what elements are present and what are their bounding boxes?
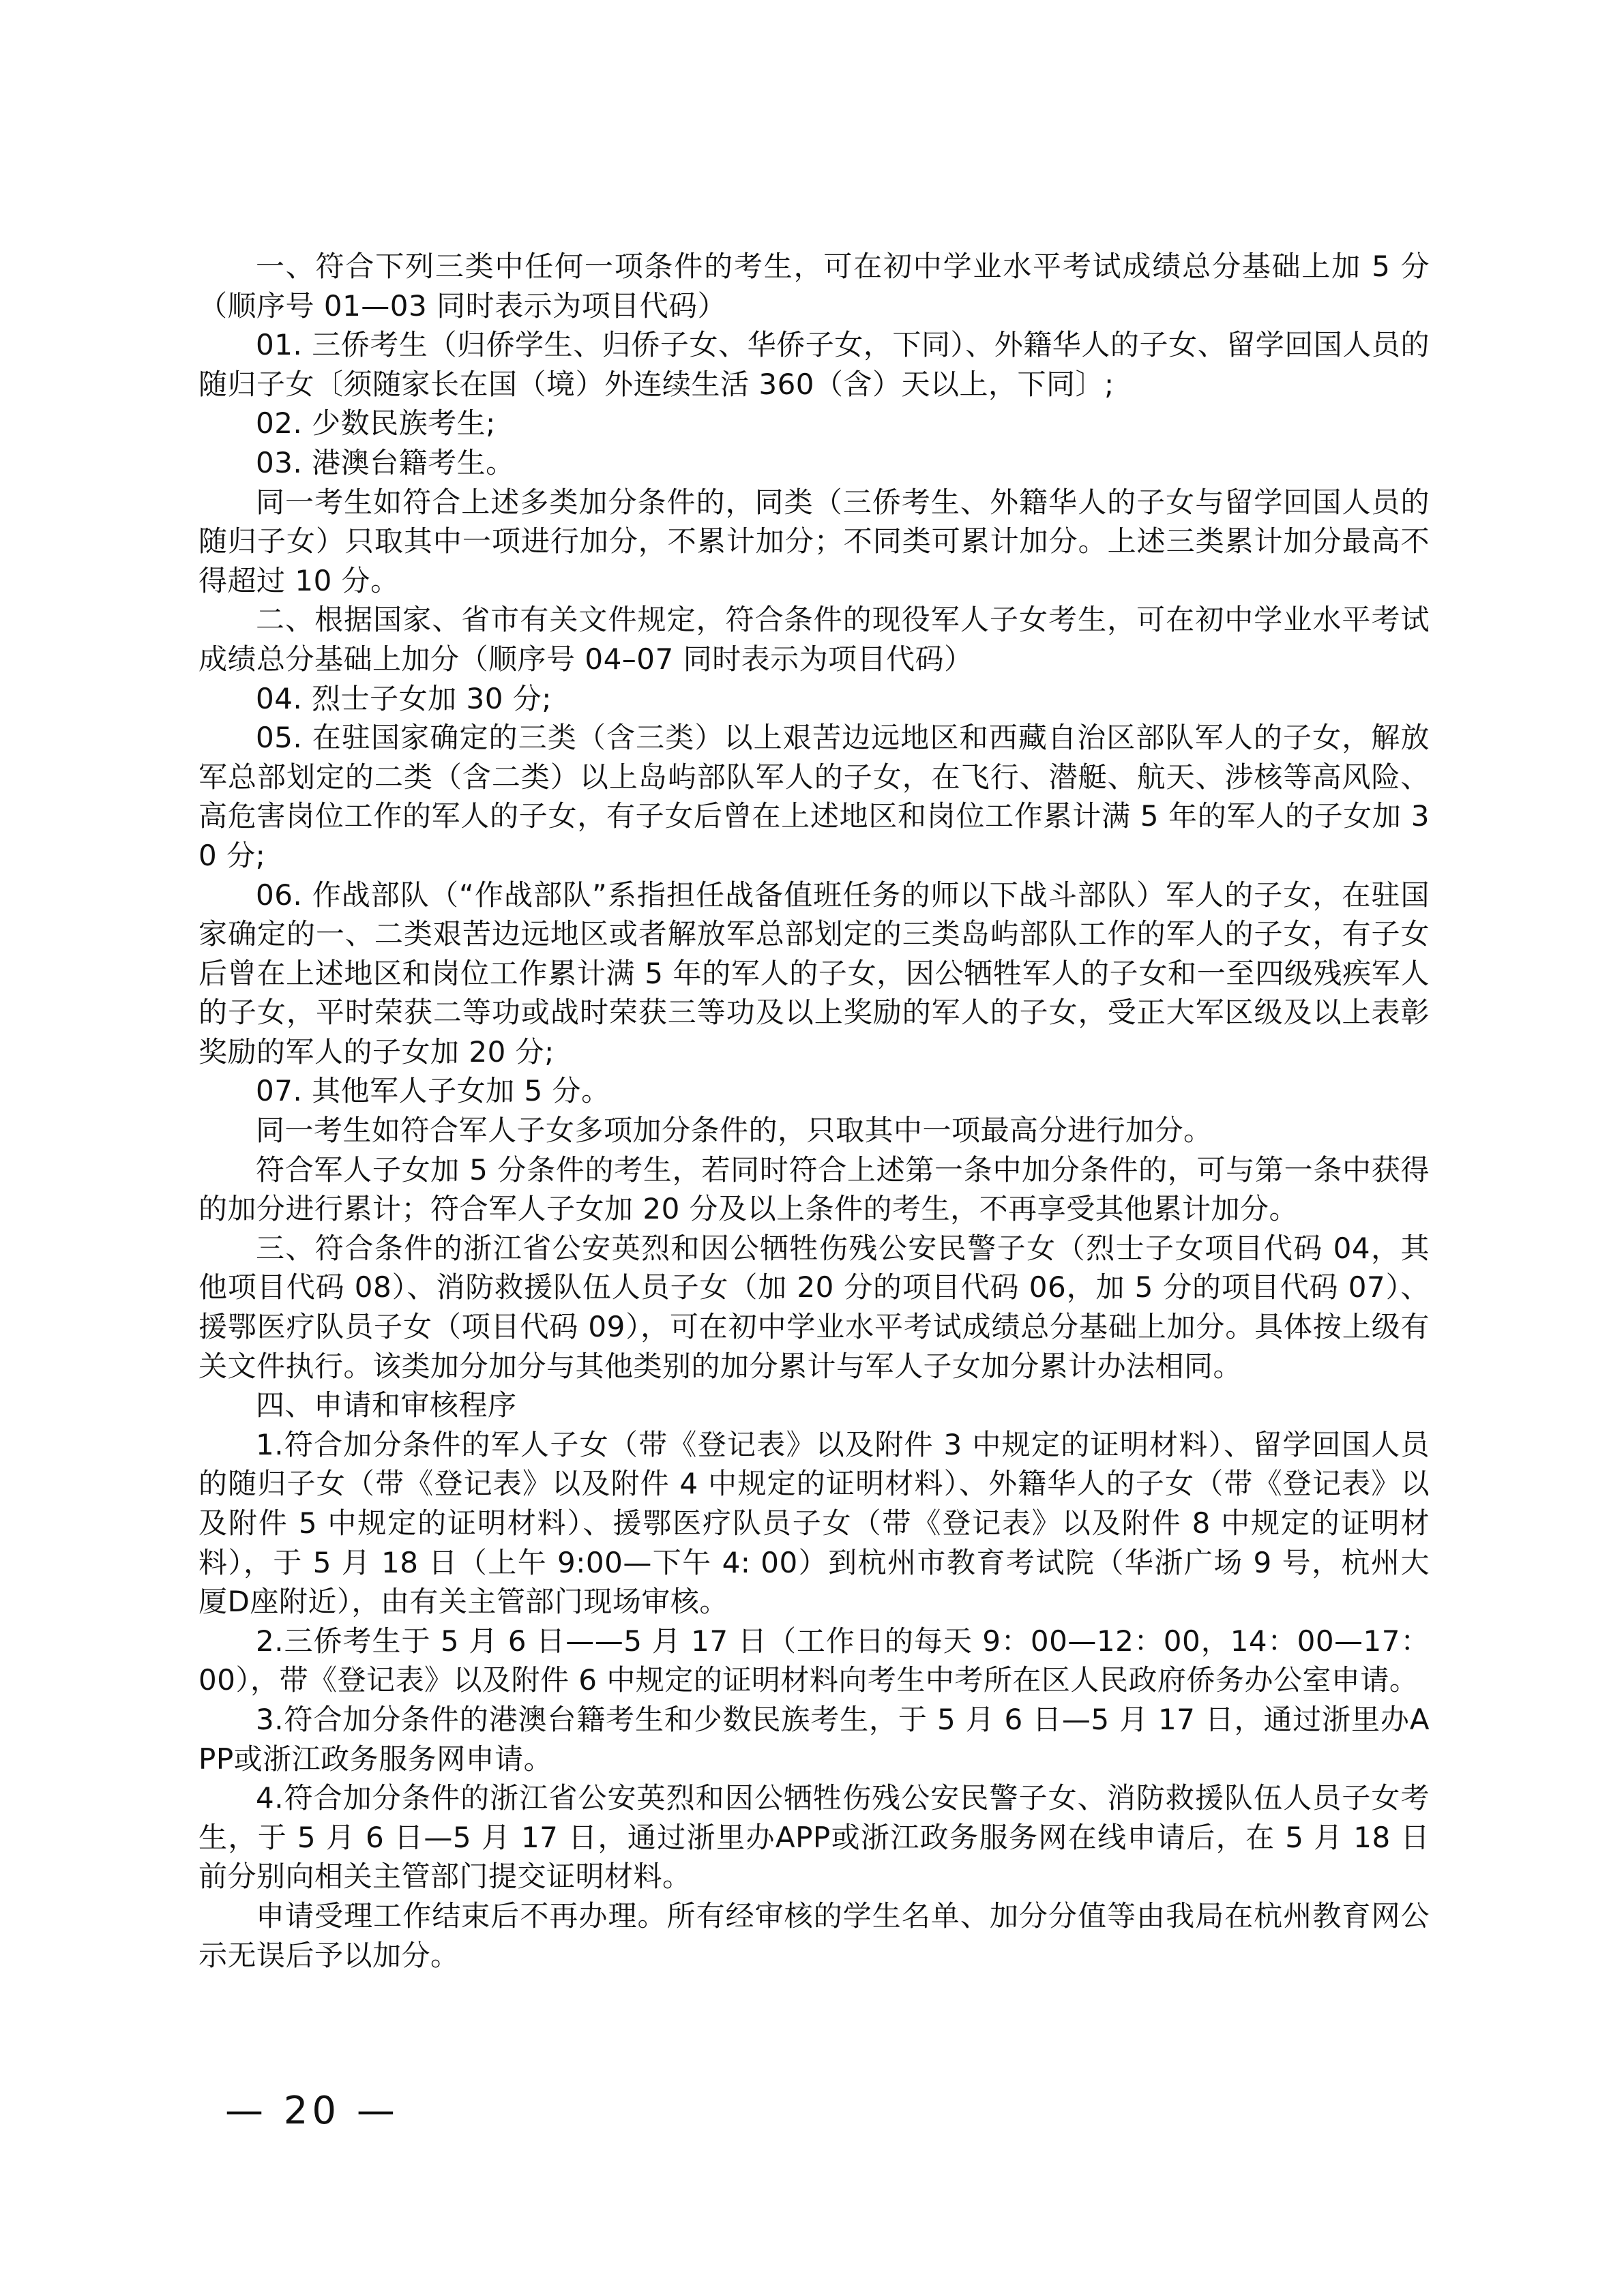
- paragraph: 03. 港澳台籍考生。: [256, 445, 515, 479]
- document-body: [198, 247, 1430, 1975]
- section-heading: 三、符合条件的浙江省公安英烈和因公牺牲伤残公安民警子女（烈士子女项目代码 04，其他项目代码 08）、消防救援队伍人员子女（加 20 分的项目代码 06，加 5 分的项目代码 07）、援鄂医疗队员子女（项目代码 09），可在初中学业水平考试成绩总分基础上加分。具体按上级有关文件执行。该类加分加分与其他类别的加分累计与军人子女加分累计办法相同。: [198, 1231, 1430, 1383]
- paragraph: 02. 少数民族考生;: [256, 406, 496, 441]
- paragraph: 04. 烈士子女加 30 分;: [256, 681, 552, 715]
- paragraph: 05. 在驻国家确定的三类（含三类）以上艰苦边远地区和西藏自治区部队军人的子女，解放军总部划定的二类（含二类）以上岛屿部队军人的子女，在飞行、潜艇、航天、涉核等高风险、高危害岗位工作的军人的子女，有子女后曾在上述地区和岗位工作累计满 5 年的军人的子女加 30 分;: [198, 721, 1430, 872]
- paragraph: 同一考生如符合军人子女多项加分条件的，只取其中一项最高分进行加分。: [256, 1114, 1213, 1148]
- paragraph: 4.符合加分条件的浙江省公安英烈和因公牺牲伤残公安民警子女、消防救援队伍人员子女考生，于 5 月 6 日—5 月 17 日，通过浙里办APP或浙江政务服务网在线申请后，在 5 月 18 日前分别向相关主管部门提交证明材料。: [198, 1781, 1430, 1894]
- paragraph: 01. 三侨考生（归侨学生、归侨子女、华侨子女，下同）、外籍华人的子女、留学回国人员的随归子女〔须随家长在国（境）外连续生活 360（含）天以上，下同〕;: [198, 328, 1430, 401]
- paragraph: 2.三侨考生于 5 月 6 日——5 月 17 日（工作日的每天 9：00—12：00，14：00—17：00），带《登记表》以及附件 6 中规定的证明材料向考生中考所在区人民政府侨务办公室申请。: [198, 1624, 1430, 1697]
- section-heading: 二、根据国家、省市有关文件规定，符合条件的现役军人子女考生，可在初中学业水平考试成绩总分基础上加分（顺序号 04–07 同时表示为项目代码）: [198, 603, 1430, 676]
- paragraph: 1.符合加分条件的军人子女（带《登记表》以及附件 3 中规定的证明材料）、留学回国人员的随归子女（带《登记表》以及附件 4 中规定的证明材料）、外籍华人的子女（带《登记表》以及附件 5 中规定的证明材料）、援鄂医疗队员子女（带《登记表》以及附件 8 中规定的证明材料），于 5 月 18 日（上午 9:00—下午 4: 00）到杭州市教育考试院（华浙广场 9 号，杭州大厦D座附近），由有关主管部门现场审核。: [198, 1427, 1430, 1619]
- paragraph: 符合军人子女加 5 分条件的考生，若同时符合上述第一条中加分条件的，可与第一条中获得的加分进行累计；符合军人子女加 20 分及以上条件的考生，不再享受其他累计加分。: [198, 1152, 1430, 1226]
- paragraph: 06. 作战部队（“作战部队”系指担任战备值班任务的师以下战斗部队）军人的子女，在驻国家确定的一、二类艰苦边远地区或者解放军总部划定的三类岛屿部队工作的军人的子女，有子女后曾在上述地区和岗位工作累计满 5 年的军人的子女，因公牺牲军人的子女和一至四级残疾军人的子女，平时荣获二等功或战时荣获三等功及以上奖励的军人的子女，受正大军区级及以上表彰奖励的军人的子女加 20 分;: [198, 878, 1430, 1069]
- paragraph: 3.符合加分条件的港澳台籍考生和少数民族考生，于 5 月 6 日—5 月 17 日，通过浙里办APP或浙江政务服务网申请。: [198, 1702, 1430, 1776]
- page-number: — 20 —: [225, 2088, 399, 2133]
- paragraph: 07. 其他军人子女加 5 分。: [256, 1074, 610, 1108]
- paragraph: 同一考生如符合上述多类加分条件的，同类（三侨考生、外籍华人的子女与留学回国人员的随归子女）只取其中一项进行加分，不累计加分；不同类可累计加分。上述三类累计加分最高不得超过 10 分。: [198, 485, 1430, 597]
- paragraph: 一、符合下列三类中任何一项条件的考生，可在初中学业水平考试成绩总分基础上加 5 分（顺序号 01—03 同时表示为项目代码）: [198, 250, 1430, 323]
- paragraph: 申请受理工作结束后不再办理。所有经审核的学生名单、加分分值等由我局在杭州教育网公示无误后予以加分。: [198, 1898, 1430, 1972]
- section-heading: 四、申请和审核程序: [256, 1388, 517, 1422]
